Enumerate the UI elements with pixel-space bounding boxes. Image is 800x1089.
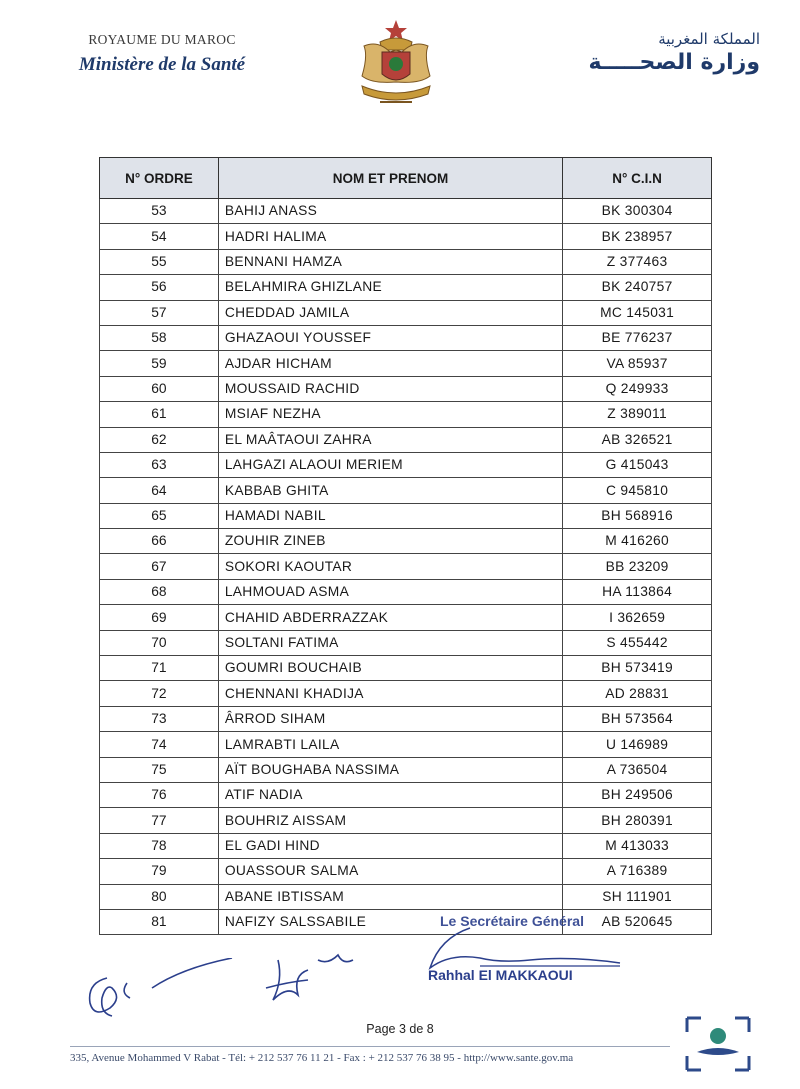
row-cin: AB 326521 (563, 427, 712, 452)
row-nom: ATIF NADIA (218, 782, 562, 807)
stamp-title: Le Secrétaire Général (440, 913, 584, 929)
row-ordre: 62 (100, 427, 219, 452)
row-nom: SOLTANI FATIMA (218, 630, 562, 655)
row-nom: KABBAB GHITA (218, 478, 562, 503)
row-nom: LAHMOUAD ASMA (218, 579, 562, 604)
royal-coat-of-arms-icon (350, 16, 442, 112)
row-nom: MSIAF NEZHA (218, 402, 562, 427)
row-nom: ABANE IBTISSAM (218, 884, 562, 909)
row-nom: GOUMRI BOUCHAIB (218, 656, 562, 681)
table-row (100, 630, 712, 655)
row-cin: AB 520645 (563, 909, 712, 934)
header-left (62, 32, 262, 76)
row-ordre: 74 (100, 732, 219, 757)
stamp-name: Rahhal El MAKKAOUI (428, 967, 573, 983)
table-row (100, 427, 712, 452)
row-cin: A 736504 (563, 757, 712, 782)
row-ordre: 58 (100, 325, 219, 350)
row-cin: U 146989 (563, 732, 712, 757)
row-cin: Z 377463 (563, 249, 712, 274)
row-cin: BH 249506 (563, 782, 712, 807)
row-cin: G 415043 (563, 452, 712, 477)
row-ordre: 57 (100, 300, 219, 325)
row-ordre: 71 (100, 656, 219, 681)
table-row (100, 884, 712, 909)
table-row (100, 833, 712, 858)
table-row (100, 529, 712, 554)
row-ordre: 56 (100, 275, 219, 300)
kingdom-name-fr: ROYAUME DU MAROC (88, 32, 236, 47)
row-nom: NAFIZY SALSSABILE (218, 909, 562, 934)
row-cin: BK 240757 (563, 275, 712, 300)
table-row (100, 681, 712, 706)
row-ordre: 59 (100, 351, 219, 376)
table-row (100, 808, 712, 833)
row-nom: ÂRROD SIHAM (218, 706, 562, 731)
col-header-nom: NOM ET PRENOM (218, 158, 562, 199)
row-ordre: 64 (100, 478, 219, 503)
table-row (100, 706, 712, 731)
header-right (560, 30, 760, 75)
row-cin: S 455442 (563, 630, 712, 655)
row-nom: BELAHMIRA GHIZLANE (218, 275, 562, 300)
row-ordre: 76 (100, 782, 219, 807)
row-ordre: 65 (100, 503, 219, 528)
table-row (100, 224, 712, 249)
table-row (100, 275, 712, 300)
row-ordre: 68 (100, 579, 219, 604)
kingdom-name-ar: المملكة المغربية (658, 30, 760, 48)
row-nom: EL MAÂTAOUI ZAHRA (218, 427, 562, 452)
row-cin: Q 249933 (563, 376, 712, 401)
row-cin: BE 776237 (563, 325, 712, 350)
row-cin: I 362659 (563, 605, 712, 630)
ministry-logo-icon (683, 1014, 753, 1074)
table-row (100, 300, 712, 325)
row-ordre: 66 (100, 529, 219, 554)
table-header-row (100, 158, 712, 199)
row-cin: BH 568916 (563, 503, 712, 528)
row-ordre: 73 (100, 706, 219, 731)
row-nom: LAMRABTI LAILA (218, 732, 562, 757)
row-nom: CHAHID ABDERRAZZAK (218, 605, 562, 630)
table-row (100, 859, 712, 884)
row-nom: GHAZAOUI YOUSSEF (218, 325, 562, 350)
row-nom: BAHIJ ANASS (218, 199, 562, 224)
row-cin: MC 145031 (563, 300, 712, 325)
table-row (100, 503, 712, 528)
row-nom: OUASSOUR SALMA (218, 859, 562, 884)
table-row (100, 325, 712, 350)
col-header-cin: N° C.I.N (563, 158, 712, 199)
row-cin: C 945810 (563, 478, 712, 503)
table-row (100, 249, 712, 274)
ministry-name-ar: وزارة الصحـــــة (588, 50, 760, 75)
table-row (100, 656, 712, 681)
row-nom: CHENNANI KHADIJA (218, 681, 562, 706)
signature-2 (258, 940, 368, 1020)
row-ordre: 70 (100, 630, 219, 655)
row-ordre: 81 (100, 909, 219, 934)
signature-1 (82, 958, 242, 1028)
table-body (100, 199, 712, 935)
table-row (100, 402, 712, 427)
footer-address: 335, Avenue Mohammed V Rabat - Tél: + 212 537 76 11 21 - Fax : + 212 537 76 38 95 - http://www.sante.gov.ma (70, 1052, 574, 1064)
row-ordre: 77 (100, 808, 219, 833)
row-ordre: 69 (100, 605, 219, 630)
row-cin: SH 111901 (563, 884, 712, 909)
col-header-ordre: N° ORDRE (100, 158, 219, 199)
row-nom: CHEDDAD JAMILA (218, 300, 562, 325)
row-cin: VA 85937 (563, 351, 712, 376)
table-row (100, 351, 712, 376)
row-nom: BOUHRIZ AISSAM (218, 808, 562, 833)
ministry-name-fr: Ministère de la Santé (78, 54, 246, 75)
footer-divider (70, 1046, 670, 1047)
table-row (100, 376, 712, 401)
row-cin: BK 300304 (563, 199, 712, 224)
row-ordre: 63 (100, 452, 219, 477)
row-nom: MOUSSAID RACHID (218, 376, 562, 401)
row-ordre: 54 (100, 224, 219, 249)
row-nom: EL GADI HIND (218, 833, 562, 858)
row-ordre: 67 (100, 554, 219, 579)
row-ordre: 72 (100, 681, 219, 706)
row-nom: LAHGAZI ALAOUI MERIEM (218, 452, 562, 477)
row-cin: Z 389011 (563, 402, 712, 427)
row-ordre: 75 (100, 757, 219, 782)
row-cin: A 716389 (563, 859, 712, 884)
row-ordre: 79 (100, 859, 219, 884)
table-row (100, 199, 712, 224)
row-nom: BENNANI HAMZA (218, 249, 562, 274)
row-cin: BK 238957 (563, 224, 712, 249)
row-nom: AJDAR HICHAM (218, 351, 562, 376)
row-ordre: 78 (100, 833, 219, 858)
row-ordre: 61 (100, 402, 219, 427)
row-cin: AD 28831 (563, 681, 712, 706)
row-cin: BH 573564 (563, 706, 712, 731)
row-cin: M 413033 (563, 833, 712, 858)
row-nom: SOKORI KAOUTAR (218, 554, 562, 579)
row-ordre: 80 (100, 884, 219, 909)
row-nom: HADRI HALIMA (218, 224, 562, 249)
row-ordre: 55 (100, 249, 219, 274)
row-cin: BH 573419 (563, 656, 712, 681)
row-nom: HAMADI NABIL (218, 503, 562, 528)
row-ordre: 53 (100, 199, 219, 224)
table-row (100, 452, 712, 477)
row-cin: M 416260 (563, 529, 712, 554)
table-row (100, 757, 712, 782)
row-nom: AÏT BOUGHABA NASSIMA (218, 757, 562, 782)
table-row (100, 605, 712, 630)
row-cin: BH 280391 (563, 808, 712, 833)
table-row (100, 554, 712, 579)
table-row (100, 579, 712, 604)
row-cin: HA 113864 (563, 579, 712, 604)
candidates-table (99, 157, 712, 935)
table-row (100, 478, 712, 503)
table-row (100, 732, 712, 757)
row-nom: ZOUHIR ZINEB (218, 529, 562, 554)
row-cin: BB 23209 (563, 554, 712, 579)
row-ordre: 60 (100, 376, 219, 401)
page-number: Page 3 de 8 (366, 1022, 434, 1036)
table-row (100, 782, 712, 807)
